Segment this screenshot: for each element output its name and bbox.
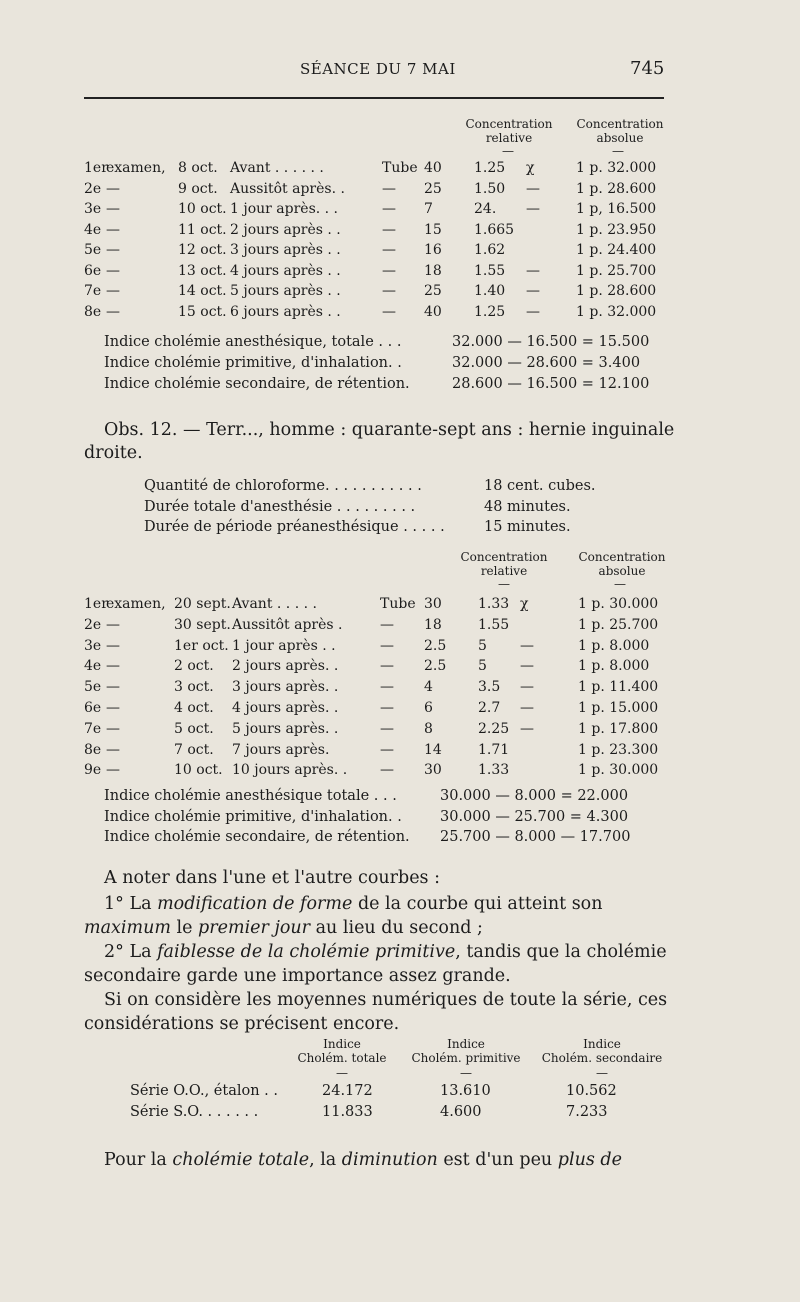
exam-date: 11 oct.	[178, 221, 227, 238]
running-header: SÉANCE DU 7 MAI	[300, 60, 456, 78]
paragraph-line: maximum le premier jour au lieu du second ;	[84, 918, 483, 938]
exam-date: 9 oct.	[178, 180, 218, 197]
summary-value-totale: 11.833	[322, 1103, 373, 1120]
table-row	[0, 283, 800, 303]
relative-mark: —	[520, 637, 534, 654]
tube-label: —	[380, 762, 394, 779]
tube-label: Tube	[382, 160, 418, 176]
tube-label: Tube	[380, 596, 416, 612]
exam-label: —	[106, 303, 120, 320]
tube-label: —	[380, 637, 394, 654]
tube-label: —	[380, 658, 394, 675]
concentration-relative: 1.55	[474, 262, 506, 279]
table-row	[0, 201, 800, 221]
exam-number: 4e	[84, 221, 102, 238]
exam-when: Avant . . . . . .	[230, 160, 324, 176]
exam-date: 10 oct.	[178, 201, 227, 217]
exam-date: 15 oct.	[178, 303, 227, 320]
quantity-value: 15 minutes.	[484, 519, 571, 535]
obs-line-1: Obs. 12. — Terr..., homme : quarante-sept ans : hernie inguinale	[104, 420, 675, 440]
table-row	[0, 304, 800, 324]
quantity-value: 18 cent. cubes.	[484, 478, 596, 494]
col-header-relative: Concentration relative	[460, 550, 548, 578]
summary-label: Série O.O., étalon . .	[130, 1083, 278, 1099]
exam-date: 13 oct.	[178, 262, 227, 279]
exam-number: 4e	[84, 658, 102, 675]
exam-date: 14 oct.	[178, 283, 227, 299]
exam-number: 3e	[84, 201, 102, 217]
relative-mark: —	[520, 679, 534, 696]
tube-label: —	[382, 262, 396, 279]
table-row	[0, 242, 800, 262]
exam-label: —	[106, 637, 120, 654]
exam-date: 12 oct.	[178, 242, 227, 258]
quantity-label: Durée totale d'anesthésie . . . . . . . . .	[144, 498, 416, 515]
indice-line	[0, 809, 800, 829]
table-row	[0, 596, 800, 616]
summary-header-secondaire: Indice Cholém. secondaire	[541, 1037, 663, 1065]
exam-number: 6e	[84, 262, 102, 279]
summary-value-primitive: 13.610	[440, 1083, 491, 1099]
concentration-relative: 1.33	[478, 596, 510, 612]
quantity-line	[0, 519, 800, 539]
exam-when: 1 jour après . .	[232, 637, 336, 654]
tube-label: —	[382, 180, 396, 197]
exam-number: 5e	[84, 679, 102, 696]
concentration-absolue: 1 p. 30.000	[578, 596, 659, 612]
exam-label: —	[106, 762, 120, 779]
obs-line-2: droite.	[84, 443, 143, 463]
concentration-relative: 2.25	[478, 720, 510, 737]
concentration-relative: 3.5	[478, 679, 501, 696]
exam-when: 1 jour après. . .	[230, 201, 339, 217]
exam-label: —	[106, 679, 120, 696]
header-rule	[84, 97, 664, 99]
indice-calc: 32.000 — 16.500 = 15.500	[452, 334, 650, 350]
exam-date: 4 oct.	[174, 700, 214, 716]
tube-label: —	[382, 201, 396, 217]
exam-number: 3e	[84, 637, 102, 654]
concentration-absolue: 1 p. 8.000	[578, 658, 650, 675]
concentration-absolue: 1 p. 23.950	[576, 221, 657, 238]
concentration-relative: 1.33	[478, 762, 510, 779]
paragraph-line: secondaire garde une importance assez grande.	[84, 966, 511, 986]
relative-mark: —	[526, 262, 540, 279]
paragraph-line: Si on considère les moyennes numériques de toute la série, ces	[104, 990, 668, 1010]
exam-label: —	[106, 658, 120, 675]
indice-line	[0, 334, 800, 354]
relative-mark: —	[520, 658, 534, 675]
exam-when: 5 jours après. .	[232, 720, 339, 737]
concentration-absolue: 1 p. 25.700	[578, 616, 659, 633]
tube-label: —	[382, 242, 396, 258]
tube-value: 2.5	[424, 637, 447, 654]
exam-number: 7e	[84, 720, 102, 737]
concentration-absolue: 1 p. 28.600	[576, 283, 657, 299]
indice-line	[0, 355, 800, 375]
paragraph-line: 2° La faiblesse de la cholémie primitive, tandis que la cholémie	[104, 942, 667, 962]
quantity-line	[0, 499, 800, 519]
relative-mark: —	[526, 303, 540, 320]
relative-mark: —	[520, 720, 534, 737]
exam-number: 6e	[84, 700, 102, 716]
exam-when: 4 jours après . .	[230, 262, 341, 279]
relative-mark: —	[526, 180, 540, 197]
relative-mark: —	[526, 201, 540, 217]
exam-label: —	[106, 700, 120, 716]
quantity-label: Durée de période préanesthésique . . . . .	[144, 519, 445, 535]
paragraph-line: 1° La modification de forme de la courbe qui atteint son	[104, 894, 603, 914]
indice-label: Indice cholémie anesthésique totale . . .	[104, 788, 397, 804]
indice-label: Indice cholémie secondaire, de rétention.	[104, 376, 410, 392]
exam-label: —	[106, 741, 120, 758]
relative-mark: χ	[520, 596, 529, 612]
concentration-relative: 1.25	[474, 303, 506, 320]
table-row	[0, 721, 800, 741]
final-line: Pour la cholémie totale, la diminution est d'un peu plus de	[104, 1150, 622, 1170]
exam-when: 2 jours après . .	[230, 221, 341, 238]
exam-label: examen,	[106, 596, 166, 612]
tube-value: 30	[424, 762, 442, 779]
exam-date: 20 sept.	[174, 596, 231, 612]
exam-when: 5 jours après . .	[230, 283, 341, 299]
exam-number: 7e	[84, 283, 102, 299]
col-header-relative: Concentration relative	[465, 117, 553, 145]
concentration-relative: 24.	[474, 201, 497, 217]
col-dash: —	[612, 144, 624, 158]
page-number: 745	[630, 58, 665, 79]
col-dash: —	[498, 577, 510, 591]
table-row	[0, 679, 800, 699]
concentration-relative: 1.62	[474, 242, 506, 258]
exam-date: 3 oct.	[174, 679, 214, 696]
concentration-relative: 1.71	[478, 741, 510, 758]
exam-number: 9e	[84, 762, 102, 779]
concentration-absolue: 1 p, 16.500	[576, 201, 657, 217]
exam-number: 8e	[84, 741, 102, 758]
indice-label: Indice cholémie primitive, d'inhalation. .	[104, 355, 402, 371]
relative-mark: —	[520, 700, 534, 716]
summary-header-totale: Indice Cholém. totale	[297, 1037, 387, 1065]
exam-number: 1er	[84, 160, 108, 176]
exam-number: 5e	[84, 242, 102, 258]
exam-label: —	[106, 180, 120, 197]
exam-label: —	[106, 201, 120, 217]
concentration-absolue: 1 p. 32.000	[576, 160, 657, 176]
concentration-absolue: 1 p. 11.400	[578, 679, 659, 696]
indice-calc: 25.700 — 8.000 — 17.700	[440, 829, 631, 845]
indice-line	[0, 788, 800, 808]
tube-value: 30	[424, 596, 442, 612]
indice-calc: 30.000 — 25.700 = 4.300	[440, 808, 629, 825]
exam-when: 4 jours après. .	[232, 700, 339, 716]
concentration-absolue: 1 p. 25.700	[576, 262, 657, 279]
col-header-absolue: Concentration absolue	[576, 117, 664, 145]
tube-value: 7	[424, 201, 433, 217]
paragraph-line: considérations se précisent encore.	[84, 1014, 400, 1034]
exam-when: Aussitôt après .	[232, 616, 343, 633]
exam-label: —	[106, 616, 120, 633]
tube-value: 25	[424, 283, 442, 299]
tube-value: 18	[424, 262, 442, 279]
relative-mark: —	[526, 283, 540, 299]
col-dash: —	[460, 1066, 472, 1080]
tube-label: —	[382, 303, 396, 320]
table-row	[0, 263, 800, 283]
exam-when: 6 jours après . .	[230, 303, 341, 320]
col-dash: —	[502, 144, 514, 158]
col-header-absolue: Concentration absolue	[578, 550, 666, 578]
exam-when: 3 jours après . .	[230, 242, 341, 258]
exam-label: —	[106, 283, 120, 299]
tube-value: 6	[424, 700, 433, 716]
exam-when: 2 jours après. .	[232, 658, 339, 675]
exam-label: —	[106, 221, 120, 238]
summary-row	[0, 1083, 800, 1103]
tube-value: 40	[424, 303, 442, 320]
table-row	[0, 638, 800, 658]
exam-date: 30 sept.	[174, 616, 231, 633]
indice-calc: 32.000 — 28.600 = 3.400	[452, 355, 641, 371]
tube-label: —	[380, 679, 394, 696]
indice-line	[0, 829, 800, 849]
table-row	[0, 658, 800, 678]
exam-number: 1er	[84, 596, 108, 612]
exam-when: Aussitôt après. .	[230, 180, 345, 197]
summary-value-primitive: 4.600	[440, 1103, 482, 1120]
summary-value-secondaire: 10.562	[566, 1083, 617, 1099]
exam-date: 2 oct.	[174, 658, 214, 675]
concentration-absolue: 1 p. 28.600	[576, 180, 657, 197]
exam-date: 7 oct.	[174, 741, 214, 758]
indice-calc: 28.600 — 16.500 = 12.100	[452, 376, 650, 392]
exam-when: 10 jours après. .	[232, 762, 348, 779]
exam-label: examen,	[106, 160, 166, 176]
table-row	[0, 617, 800, 637]
concentration-relative: 1.50	[474, 180, 506, 197]
tube-label: —	[380, 700, 394, 716]
tube-label: —	[382, 221, 396, 238]
exam-number: 8e	[84, 303, 102, 320]
table-row	[0, 222, 800, 242]
exam-when: Avant . . . . .	[232, 596, 317, 612]
quantity-value: 48 minutes.	[484, 498, 571, 515]
col-dash: —	[336, 1066, 348, 1080]
exam-when: 3 jours après. .	[232, 679, 339, 696]
tube-value: 8	[424, 720, 433, 737]
concentration-absolue: 1 p. 17.800	[578, 720, 659, 737]
indice-label: Indice cholémie secondaire, de rétention.	[104, 829, 410, 845]
exam-date: 8 oct.	[178, 160, 218, 176]
concentration-relative: 1.665	[474, 221, 515, 238]
exam-number: 2e	[84, 616, 102, 633]
col-dash: —	[596, 1066, 608, 1080]
exam-label: —	[106, 262, 120, 279]
summary-header-primitive: Indice Cholém. primitive	[411, 1037, 521, 1065]
concentration-relative: 5	[478, 637, 487, 654]
table-row	[0, 700, 800, 720]
table-row	[0, 181, 800, 201]
summary-label: Série S.O. . . . . . .	[130, 1103, 259, 1120]
exam-date: 1er oct.	[174, 637, 229, 654]
summary-row	[0, 1104, 800, 1124]
concentration-absolue: 1 p. 24.400	[576, 242, 657, 258]
tube-value: 4	[424, 679, 433, 696]
indice-line	[0, 376, 800, 396]
tube-value: 25	[424, 180, 442, 197]
concentration-absolue: 1 p. 8.000	[578, 637, 650, 654]
paragraph-line: A noter dans l'une et l'autre courbes :	[104, 868, 440, 888]
indice-label: Indice cholémie anesthésique, totale . . .	[104, 334, 402, 350]
tube-label: —	[380, 720, 394, 737]
tube-value: 16	[424, 242, 442, 258]
exam-date: 10 oct.	[174, 762, 223, 779]
table-row	[0, 762, 800, 782]
tube-value: 40	[424, 160, 442, 176]
table-row	[0, 160, 800, 180]
col-dash: —	[614, 577, 626, 591]
tube-label: —	[380, 616, 394, 633]
concentration-relative: 1.25	[474, 160, 506, 176]
summary-value-totale: 24.172	[322, 1083, 373, 1099]
exam-when: 7 jours après.	[232, 741, 330, 758]
table-row	[0, 742, 800, 762]
tube-label: —	[382, 283, 396, 299]
concentration-absolue: 1 p. 15.000	[578, 700, 659, 716]
concentration-relative: 5	[478, 658, 487, 675]
exam-date: 5 oct.	[174, 720, 214, 737]
exam-label: —	[106, 720, 120, 737]
tube-value: 15	[424, 221, 442, 238]
tube-label: —	[380, 741, 394, 758]
concentration-relative: 1.40	[474, 283, 506, 299]
concentration-relative: 1.55	[478, 616, 510, 633]
exam-label: —	[106, 242, 120, 258]
concentration-absolue: 1 p. 30.000	[578, 762, 659, 779]
concentration-absolue: 1 p. 32.000	[576, 303, 657, 320]
tube-value: 14	[424, 741, 442, 758]
indice-label: Indice cholémie primitive, d'inhalation. .	[104, 808, 402, 825]
indice-calc: 30.000 — 8.000 = 22.000	[440, 788, 629, 804]
tube-value: 18	[424, 616, 442, 633]
quantity-line	[0, 478, 800, 498]
relative-mark: χ	[526, 160, 535, 176]
summary-value-secondaire: 7.233	[566, 1103, 608, 1120]
quantity-label: Quantité de chloroforme. . . . . . . . . . .	[144, 478, 422, 494]
concentration-relative: 2.7	[478, 700, 501, 716]
tube-value: 2.5	[424, 658, 447, 675]
exam-number: 2e	[84, 180, 102, 197]
concentration-absolue: 1 p. 23.300	[578, 741, 659, 758]
